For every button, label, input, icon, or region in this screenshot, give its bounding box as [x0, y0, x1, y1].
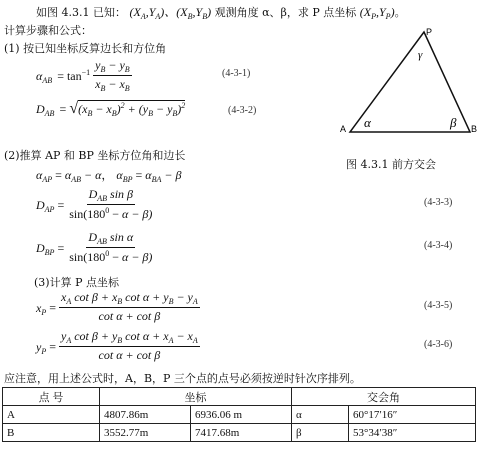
eq-number-4-3-6: (4-3-6) — [424, 339, 453, 350]
cell-x: 3552.77m — [100, 424, 191, 442]
equation-azimuths: $\alpha_{AP} = \alpha_{AB} - \alpha$， $\alpha_{BP} = \alpha_{BA} - \beta$ — [36, 168, 182, 184]
angle-beta-label: β — [450, 115, 457, 130]
vertex-b-label: B — [471, 124, 478, 134]
figure-caption: 图 4.3.1 前方交会 — [346, 158, 436, 171]
header-angle: 交会角 — [292, 388, 476, 406]
equation-xp: $x_P$ = $\frac{x_A \cot \beta + x_B \cot \alpha + y_B - y_A}{\text{cot α + cot β}}$ — [36, 290, 198, 323]
equation-d-ab: $D_{AB} = √(x_B - x_B)^2 + (y_B - y_B)^2$ — [36, 100, 186, 118]
cell-angle-value: 60°17′16″ — [349, 406, 476, 424]
coordinates-table — [2, 387, 476, 442]
eq-number-4-3-1: (4-3-1) — [222, 68, 251, 79]
eq-number-4-3-5: (4-3-5) — [424, 300, 453, 311]
cell-angle-name: β — [292, 424, 349, 442]
cell-x: 4807.86m — [100, 406, 191, 424]
intersection-figure — [338, 26, 478, 138]
angle-alpha-label: α — [364, 115, 371, 130]
angle-gamma-label: γ — [418, 49, 423, 61]
eq-number-4-3-3: (4-3-3) — [424, 197, 453, 208]
intro-middle: 观测角度 α、β，求 P 点坐标 — [214, 6, 357, 19]
cell-point: B — [3, 424, 100, 442]
equation-yp: $y_P$ = $\frac{y_A \cot \beta + y_B \cot \alpha + x_A - x_A}{\text{cot α + cot β}}$ — [36, 329, 198, 362]
eq-number-4-3-4: (4-3-4) — [424, 240, 453, 251]
step2-label: (2)推算 AP 和 BP 坐标方位角和边长 — [4, 149, 186, 162]
cell-y: 6936.06 m — [191, 406, 292, 424]
cell-point: A — [3, 406, 100, 424]
cell-angle-value: 53°34′38″ — [349, 424, 476, 442]
table-header-row — [3, 388, 476, 406]
step3-label: (3)计算 P 点坐标 — [34, 276, 119, 289]
equation-d-bp: $D_{BP}$ = $\frac{D_{AB} \sin \alpha}{\sin(180^0 - \alpha - \beta)}$ — [36, 230, 153, 264]
table-row — [3, 406, 476, 424]
step1-label: (1) 按已知坐标反算边长和方位角 — [4, 42, 167, 55]
table-row — [3, 424, 476, 442]
header-coordinates: 坐标 — [100, 388, 292, 406]
cell-y: 7417.68m — [191, 424, 292, 442]
eq-number-4-3-2: (4-3-2) — [228, 105, 257, 116]
steps-title: 计算步骤和公式： — [4, 24, 92, 37]
ordering-note: 应注意，用上述公式时，A，B，P 三个点的点号必须按逆时针次序排列。 — [4, 372, 361, 385]
equation-alpha-ab: $\alpha_{AB} = \tan^{-1}$ $\frac{y_B - y_B}{x_B - x_B}$ — [36, 58, 130, 93]
vertex-p-label: P — [426, 27, 433, 37]
header-point: 点 号 — [3, 388, 100, 406]
cell-angle-name: α — [292, 406, 349, 424]
intro-line: 如图 4.3.1 已知： $(X_A,Y_A)$、$(X_B,Y_B)$ 观测角度 α、β，求 P 点坐标 $(X_P,Y_P)$。 — [36, 5, 406, 21]
vertex-a-label: A — [340, 124, 347, 134]
target-coordinates: $(X_P,Y_P)$ — [359, 5, 395, 21]
intro-prefix: 如图 4.3.1 已知： — [36, 6, 126, 19]
equation-d-ap: $D_{AP}$ = $\frac{D_{AB} \sin \beta}{\sin(180^0 - \alpha - \beta)}$ — [36, 187, 153, 221]
known-coordinates: $(X_A,Y_A)$、$(X_B,Y_B)$ — [129, 5, 212, 21]
